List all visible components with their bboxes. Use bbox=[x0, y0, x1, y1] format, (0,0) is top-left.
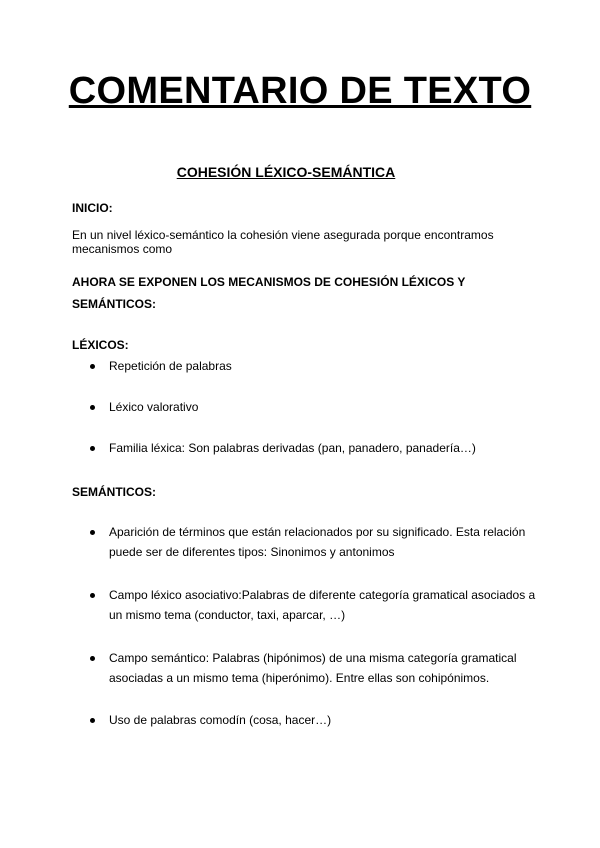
bullet-icon bbox=[90, 718, 95, 723]
document-title: COMENTARIO DE TEXTO bbox=[68, 70, 532, 112]
list-item-text: Campo semántico: Palabras (hipónimos) de una misma categoría gramatical asociadas a un mismo tema (hiperónimo). Entre ellas son cohipónimos. bbox=[109, 651, 517, 685]
list-item-text: Uso de palabras comodín (cosa, hacer…) bbox=[109, 713, 332, 727]
list-item bbox=[72, 648, 549, 688]
bullet-icon bbox=[90, 530, 95, 535]
list-item bbox=[72, 438, 476, 458]
list-item bbox=[72, 522, 549, 562]
list-item bbox=[72, 356, 476, 376]
list-item-text: Familia léxica: Son palabras derivadas (pan, panadero, panadería…) bbox=[109, 441, 476, 455]
list-item bbox=[72, 585, 549, 625]
list-item bbox=[72, 710, 549, 730]
inicio-paragraph: En un nivel léxico-semántico la cohesión viene asegurada porque encontramos mecanismos como bbox=[72, 228, 494, 256]
bullet-icon bbox=[90, 364, 95, 369]
list-item-text: Repetición de palabras bbox=[109, 359, 232, 373]
lexicos-heading: LÉXICOS: bbox=[72, 338, 129, 352]
bullet-icon bbox=[90, 446, 95, 451]
bullet-icon bbox=[90, 405, 95, 410]
semanticos-heading: SEMÁNTICOS: bbox=[72, 485, 156, 499]
lexicos-list bbox=[72, 356, 476, 479]
list-item-text: Campo léxico asociativo:Palabras de diferente categoría gramatical asociados a un mismo tema (conductor, taxi, aparcar, …) bbox=[109, 588, 536, 622]
section-subtitle: COHESIÓN LÉXICO-SEMÁNTICA bbox=[176, 164, 396, 180]
list-item bbox=[72, 397, 476, 417]
bullet-icon bbox=[90, 593, 95, 598]
list-item-text: Léxico valorativo bbox=[109, 400, 199, 414]
inicio-heading: INICIO: bbox=[72, 201, 113, 215]
list-item-text: Aparición de términos que están relacionados por su significado. Esta relación puede ser de diferentes tipos: Sinonimos y antonimos bbox=[109, 525, 526, 559]
bullet-icon bbox=[90, 656, 95, 661]
mecanismos-heading: AHORA SE EXPONEN LOS MECANISMOS DE COHESIÓN LÉXICOS Y SEMÁNTICOS: bbox=[72, 275, 466, 311]
